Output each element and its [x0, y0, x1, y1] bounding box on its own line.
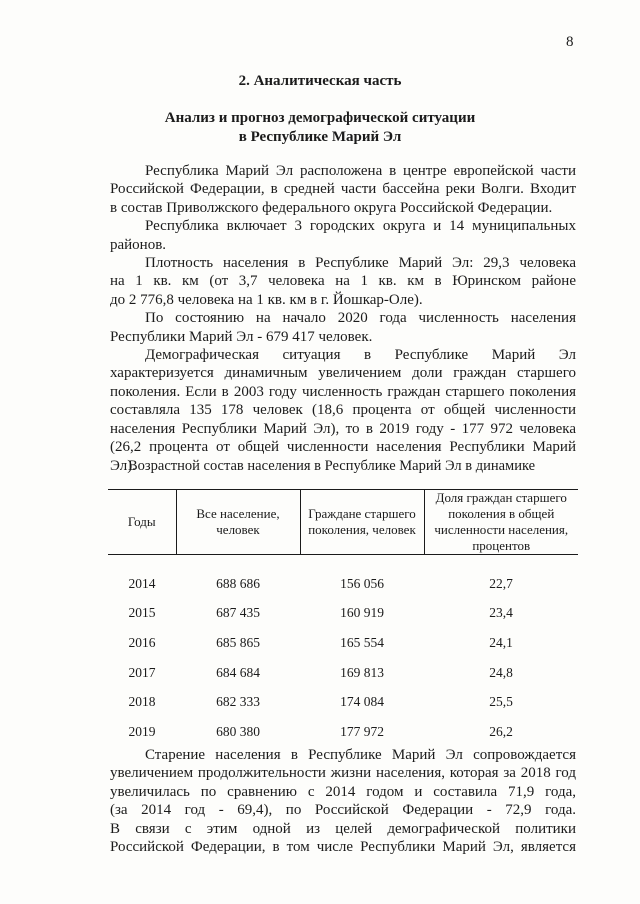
header-older-generation: Граждане старшего поколения, человек [300, 490, 424, 555]
text-line: В связи с этим одной из целей демографической политики [110, 820, 576, 837]
text-line: (26,2 процента от общей численности населения Республики Марий Эл). [110, 439, 576, 474]
cell-share: 23,4 [489, 605, 513, 621]
cell-year: 2019 [128, 723, 156, 739]
subtitle [0, 109, 640, 147]
cell-total: 680 380 [216, 723, 260, 739]
text-line: Российской Федерации, в средней части бассейна реки Волги. Входит [110, 181, 576, 198]
text-line: до 2 776,8 человека на 1 кв. км в г. Йошкар-Оле). [110, 291, 423, 308]
table-row [108, 687, 578, 717]
population-table [108, 489, 578, 747]
table-header-row [108, 490, 578, 555]
cell-year: 2015 [128, 605, 156, 621]
subtitle-line-1: Анализ и прогноз демографической ситуации [164, 110, 476, 126]
cell-older: 156 056 [340, 575, 384, 591]
cell-total: 687 435 [216, 605, 260, 621]
table-row [108, 658, 578, 688]
text-line: Республика включает 3 городских округа и 14 муниципальных [145, 218, 576, 235]
cell-share: 26,2 [489, 723, 513, 739]
subtitle-line-2: в Республике Марий Эл [238, 129, 402, 145]
text-line: поколения. Если в 2003 году численность граждан старшего поколения [110, 383, 576, 400]
text-line: Республика Марий Эл расположена в центре европейской части [145, 163, 576, 179]
text-line: (за 2014 год - 69,4), по Российской Федерации - 72,9 года. [110, 802, 576, 819]
tail-text [110, 746, 576, 856]
table-row [108, 599, 578, 629]
table-caption: Возрастной состав населения в Республике Марий Эл в динамике [128, 458, 536, 474]
text-line: Старение населения в Республике Марий Эл сопровождается [145, 747, 576, 763]
cell-total: 685 865 [216, 634, 260, 650]
page-number: 8 [566, 34, 574, 50]
text-line: Российской Федерации, в том числе Республики Марий Эл, является [110, 839, 576, 856]
text-line: Демографическая ситуация в Республике Марий Эл [145, 347, 576, 364]
text-line: увеличением продолжительности жизни населения, которая за 2018 год [110, 765, 576, 782]
table-row [108, 628, 578, 658]
text-line: населения Республики Марий Эл), то в 2019 году - 177 972 человека [110, 420, 576, 437]
text-line: на 1 кв. км (от 3,7 человека на 1 кв. км в Юринском районе [110, 273, 576, 290]
table-row [108, 717, 578, 747]
text-line: увеличилась по сравнению с 2014 годом и составила 71,9 года, [110, 783, 576, 800]
cell-year: 2018 [128, 694, 156, 710]
cell-older: 174 084 [340, 694, 384, 710]
cell-total: 682 333 [216, 694, 260, 710]
section-title: 2. Аналитическая часть [238, 73, 402, 89]
cell-older: 160 919 [340, 605, 384, 621]
text-line: районов. [110, 236, 167, 253]
cell-share: 25,5 [489, 694, 513, 710]
cell-total: 684 684 [216, 664, 260, 680]
cell-share: 24,8 [489, 664, 513, 680]
header-years: Годы [108, 490, 176, 555]
cell-older: 169 813 [340, 664, 384, 680]
cell-total: 688 686 [216, 575, 260, 591]
cell-older: 165 554 [340, 634, 384, 650]
cell-year: 2017 [128, 664, 156, 680]
cell-year: 2016 [128, 634, 156, 650]
text-line: Республики Марий Эл - 679 417 человек. [110, 328, 373, 345]
text-line: составляла 135 178 человек (18,6 процента от общей численности [110, 402, 576, 419]
header-total-population: Все население, человек [176, 490, 300, 555]
text-line: характеризуется динамичным увеличением доли граждан старшего [110, 365, 576, 382]
cell-share: 22,7 [489, 575, 513, 591]
cell-older: 177 972 [340, 723, 384, 739]
text-line: в состав Приволжского федерального округа Российской Федерации. [110, 199, 553, 216]
cell-share: 24,1 [489, 634, 513, 650]
table-row [108, 555, 578, 599]
body-text [110, 162, 576, 475]
header-share-percent: Доля граждан старшего поколения в общей численности населения, процентов [424, 490, 578, 555]
text-line: По состоянию на начало 2020 года численность населения [145, 310, 576, 327]
cell-year: 2014 [128, 575, 156, 591]
text-line: Плотность населения в Республике Марий Эл: 29,3 человека [145, 255, 576, 272]
